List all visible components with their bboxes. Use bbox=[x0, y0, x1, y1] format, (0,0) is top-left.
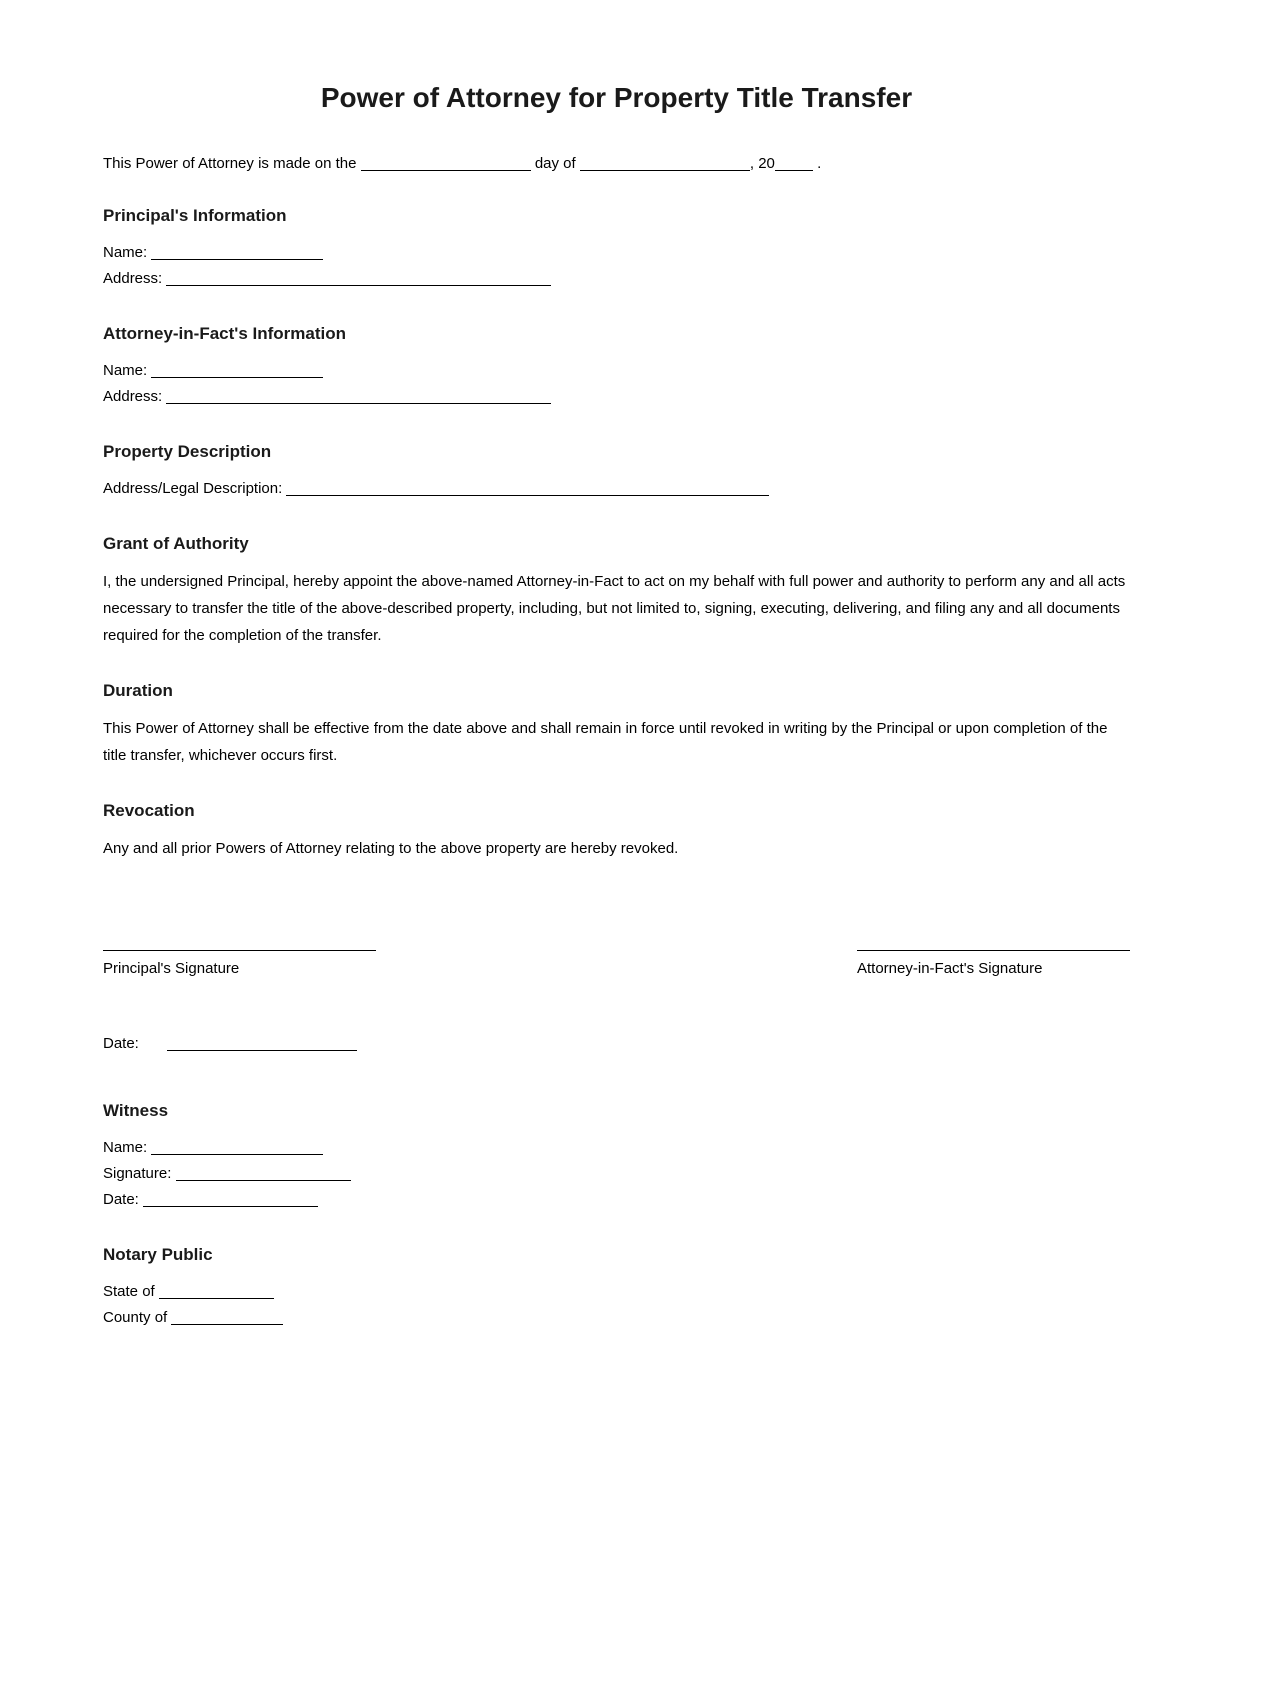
principal-signature-line[interactable] bbox=[103, 950, 376, 951]
witness-date-field[interactable] bbox=[143, 1192, 318, 1207]
attorney-address-field[interactable] bbox=[166, 389, 551, 404]
notary-state-label: State of bbox=[103, 1283, 155, 1300]
witness-name-field[interactable] bbox=[151, 1140, 323, 1155]
principal-address-field[interactable] bbox=[166, 271, 551, 286]
section-revocation bbox=[103, 801, 1130, 862]
revocation-body-text: Any and all prior Powers of Attorney relating to the above property are hereby revoked. bbox=[103, 840, 679, 857]
notary-state-field[interactable] bbox=[159, 1284, 274, 1299]
attorney-signature-block bbox=[857, 950, 1130, 977]
month-field[interactable] bbox=[580, 156, 750, 171]
witness-heading: Witness bbox=[103, 1101, 169, 1120]
principal-signature-label: Principal's Signature bbox=[103, 960, 240, 977]
attorney-name-label: Name: bbox=[103, 362, 148, 379]
document-page bbox=[0, 82, 1263, 1331]
intro-sentence bbox=[103, 154, 1130, 174]
section-property-description bbox=[103, 442, 1130, 502]
attorney-signature-label: Attorney-in-Fact's Signature bbox=[857, 960, 1043, 977]
attorney-name-field[interactable] bbox=[151, 363, 323, 378]
property-description-field[interactable] bbox=[286, 481, 769, 496]
notary-county-label: County of bbox=[103, 1309, 168, 1326]
day-of-text: day of bbox=[534, 155, 576, 172]
attorney-signature-line[interactable] bbox=[857, 950, 1130, 951]
year-field[interactable] bbox=[775, 156, 813, 171]
attorney-address-label: Address: bbox=[103, 388, 163, 405]
witness-signature-label: Signature: bbox=[103, 1165, 172, 1182]
witness-signature-field[interactable] bbox=[176, 1166, 351, 1181]
principal-name-row bbox=[103, 240, 1130, 266]
attorney-address-row bbox=[103, 384, 1130, 410]
period-text: . bbox=[817, 155, 822, 172]
principal-address-label: Address: bbox=[103, 270, 163, 287]
property-description-label: Address/Legal Description: bbox=[103, 480, 283, 497]
principal-address-row bbox=[103, 266, 1130, 292]
grant-heading: Grant of Authority bbox=[103, 534, 249, 553]
signature-date-label: Date: bbox=[103, 1035, 139, 1052]
made-on-date-field[interactable] bbox=[361, 156, 531, 171]
principal-name-label: Name: bbox=[103, 244, 148, 261]
signature-date-row bbox=[103, 1031, 1130, 1057]
notary-heading: Notary Public bbox=[103, 1245, 213, 1264]
attorney-heading: Attorney-in-Fact's Information bbox=[103, 324, 346, 343]
witness-signature-row bbox=[103, 1161, 1130, 1187]
principal-signature-block bbox=[103, 950, 376, 977]
section-duration bbox=[103, 681, 1130, 769]
attorney-name-row bbox=[103, 358, 1130, 384]
intro-lead-text: This Power of Attorney is made on the bbox=[103, 155, 357, 172]
section-principal-information bbox=[103, 206, 1130, 292]
signature-date-field[interactable] bbox=[167, 1036, 357, 1051]
witness-date-row bbox=[103, 1187, 1130, 1213]
grant-body-text: I, the undersigned Principal, hereby appoint the above-named Attorney-in-Fact to act on my behalf with full power and authority to perform any and all acts necessary to transfer the title of the above-described property, including, but not limited to, signing, executing, delivering, and filing any and all documents required for the completion of the transfer. bbox=[103, 573, 1126, 644]
duration-body-text: This Power of Attorney shall be effective from the date above and shall remain in force until revoked in writing by the Principal or upon completion of the title transfer, whichever occurs first. bbox=[103, 720, 1108, 764]
witness-date-label: Date: bbox=[103, 1191, 139, 1208]
notary-state-row bbox=[103, 1279, 1130, 1305]
notary-county-field[interactable] bbox=[171, 1310, 283, 1325]
section-grant-of-authority bbox=[103, 534, 1130, 649]
notary-county-row bbox=[103, 1305, 1130, 1331]
witness-name-label: Name: bbox=[103, 1139, 148, 1156]
revocation-heading: Revocation bbox=[103, 801, 195, 820]
property-description-row bbox=[103, 476, 1130, 502]
witness-name-row bbox=[103, 1135, 1130, 1161]
principal-heading: Principal's Information bbox=[103, 206, 287, 225]
property-heading: Property Description bbox=[103, 442, 272, 461]
section-attorney-information bbox=[103, 324, 1130, 410]
signature-section bbox=[103, 950, 1130, 977]
year-prefix-text: , 20 bbox=[749, 155, 775, 172]
page-title: Power of Attorney for Property Title Transfer bbox=[320, 82, 913, 113]
duration-heading: Duration bbox=[103, 681, 173, 700]
principal-name-field[interactable] bbox=[151, 245, 323, 260]
section-witness bbox=[103, 1101, 1130, 1213]
section-notary-public bbox=[103, 1245, 1130, 1331]
